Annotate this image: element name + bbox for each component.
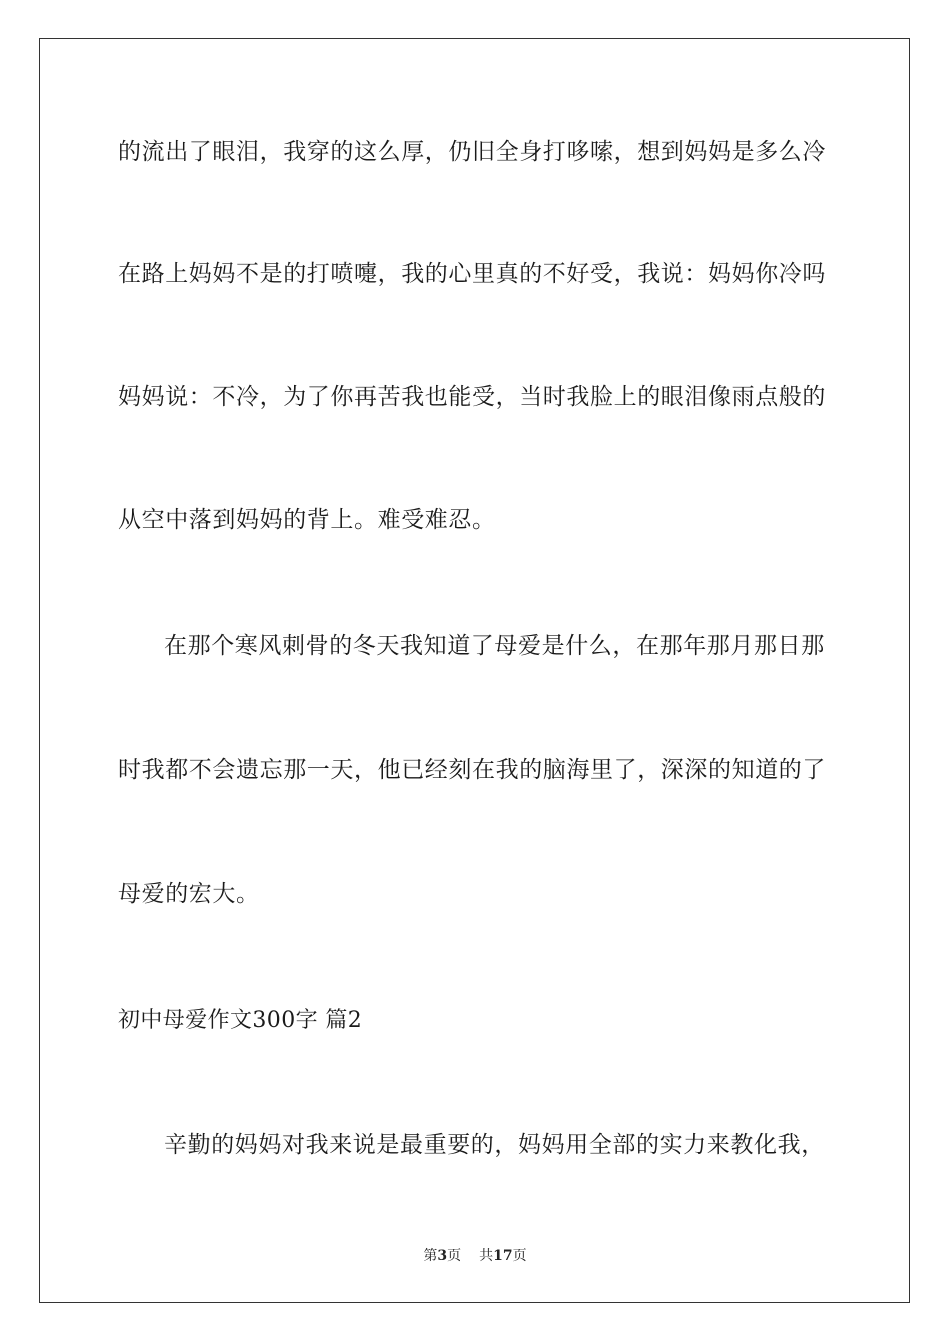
page-footer <box>0 1247 950 1265</box>
section-heading: 初中母爱作文300字 篇2 <box>118 1008 363 1033</box>
footer-page-number: 3 <box>437 1248 448 1264</box>
footer-total-prefix: 共 <box>479 1248 494 1264</box>
page-border <box>39 38 910 1303</box>
footer-total-pages: 17 <box>493 1248 513 1264</box>
paragraph-line-8: 辛勤的妈妈对我来说是最重要的，妈妈用全部的实力来教化我， <box>164 1132 825 1158</box>
paragraph-line-6: 时我都不会遗忘那一天，他已经刻在我的脑海里了，深深的知道的了 <box>118 757 826 783</box>
footer-total-suffix: 页 <box>512 1248 527 1264</box>
footer-page-suffix: 页 <box>447 1248 462 1264</box>
paragraph-line-2: 在路上妈妈不是的打喷嚏，我的心里真的不好受，我说：妈妈你冷吗 <box>118 261 826 287</box>
paragraph-line-5: 在那个寒风刺骨的冬天我知道了母爱是什么，在那年那月那日那 <box>164 633 825 659</box>
footer-page-prefix: 第 <box>423 1248 438 1264</box>
paragraph-line-7: 母爱的宏大。 <box>118 881 260 907</box>
paragraph-line-3: 妈妈说：不冷，为了你再苦我也能受，当时我脸上的眼泪像雨点般的 <box>118 384 826 410</box>
paragraph-line-1: 的流出了眼泪，我穿的这么厚，仍旧全身打哆嗦，想到妈妈是多么冷 <box>118 139 826 165</box>
paragraph-line-4: 从空中落到妈妈的背上。难受难忍。 <box>118 507 496 533</box>
